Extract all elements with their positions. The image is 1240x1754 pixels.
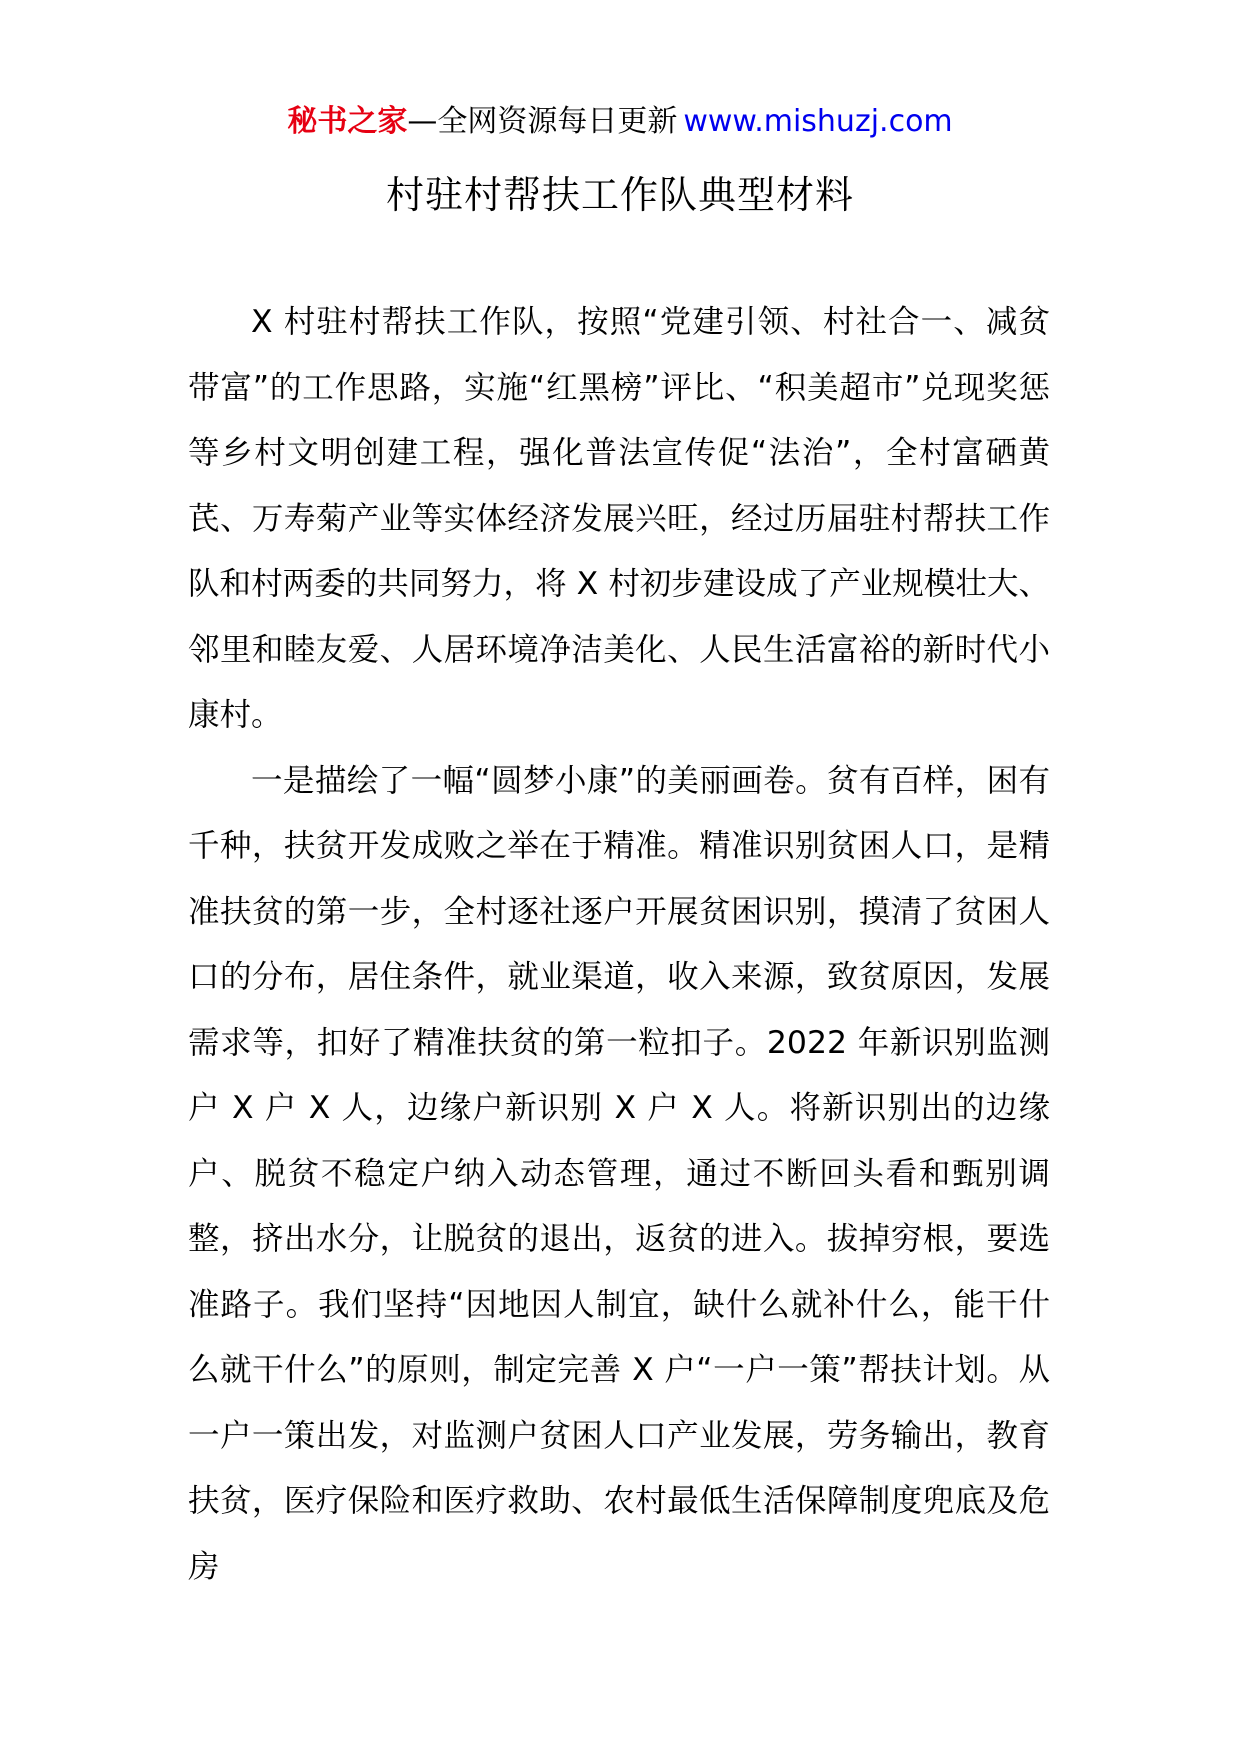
brand-name: 秘书之家 [287, 104, 408, 139]
document-body [188, 290, 1050, 1600]
site-header [0, 102, 1240, 142]
paragraph-intro: X 村驻村帮扶工作队，按照“党建引领、村社合一、减贫带富”的工作思路，实施“红黑榜”评比、“积美超市”兑现奖惩等乡村文明创建工程，强化普法宣传促“法治”，全村富硒黄芪、万寿菊产业等实体经济发展兴旺，经过历届驻村帮扶工作队和村两委的共同努力，将 X 村初步建设成了产业规模壮大、邻里和睦友爱、人居环境净洁美化、人民生活富裕的新时代小康村。 [188, 304, 1050, 733]
header-tagline: —全网资源每日更新 [407, 104, 678, 139]
document-title: 村驻村帮扶工作队典型材料 [385, 173, 854, 217]
paragraph-section-one: 一是描绘了一幅“圆梦小康”的美丽画卷。贫有百样，困有千种，扶贫开发成败之举在于精准。精准识别贫困人口，是精准扶贫的第一步，全村逐社逐户开展贫困识别，摸清了贫困人口的分布，居住条件，就业渠道，收入来源，致贫原因，发展需求等，扣好了精准扶贫的第一粒扣子。2022 年新识别监测户 X 户 X 人，边缘户新识别 X 户 X 人。将新识别出的边缘户、脱贫不稳定户纳入动态管理，通过不断回头看和甄别调整，挤出水分，让脱贫的退出，返贫的进入。拔掉穷根，要选准路子。我们坚持“因地因人制宜，缺什么就补什么，能干什么就干什么”的原则，制定完善 X 户“一户一策”帮扶计划。从一户一策出发，对监测户贫困人口产业发展，劳务输出，教育扶贫，医疗保险和医疗救助、农村最低生活保障制度兜底及危房 [188, 762, 1050, 1585]
site-url-link[interactable]: www.mishuzj.com [683, 104, 953, 139]
